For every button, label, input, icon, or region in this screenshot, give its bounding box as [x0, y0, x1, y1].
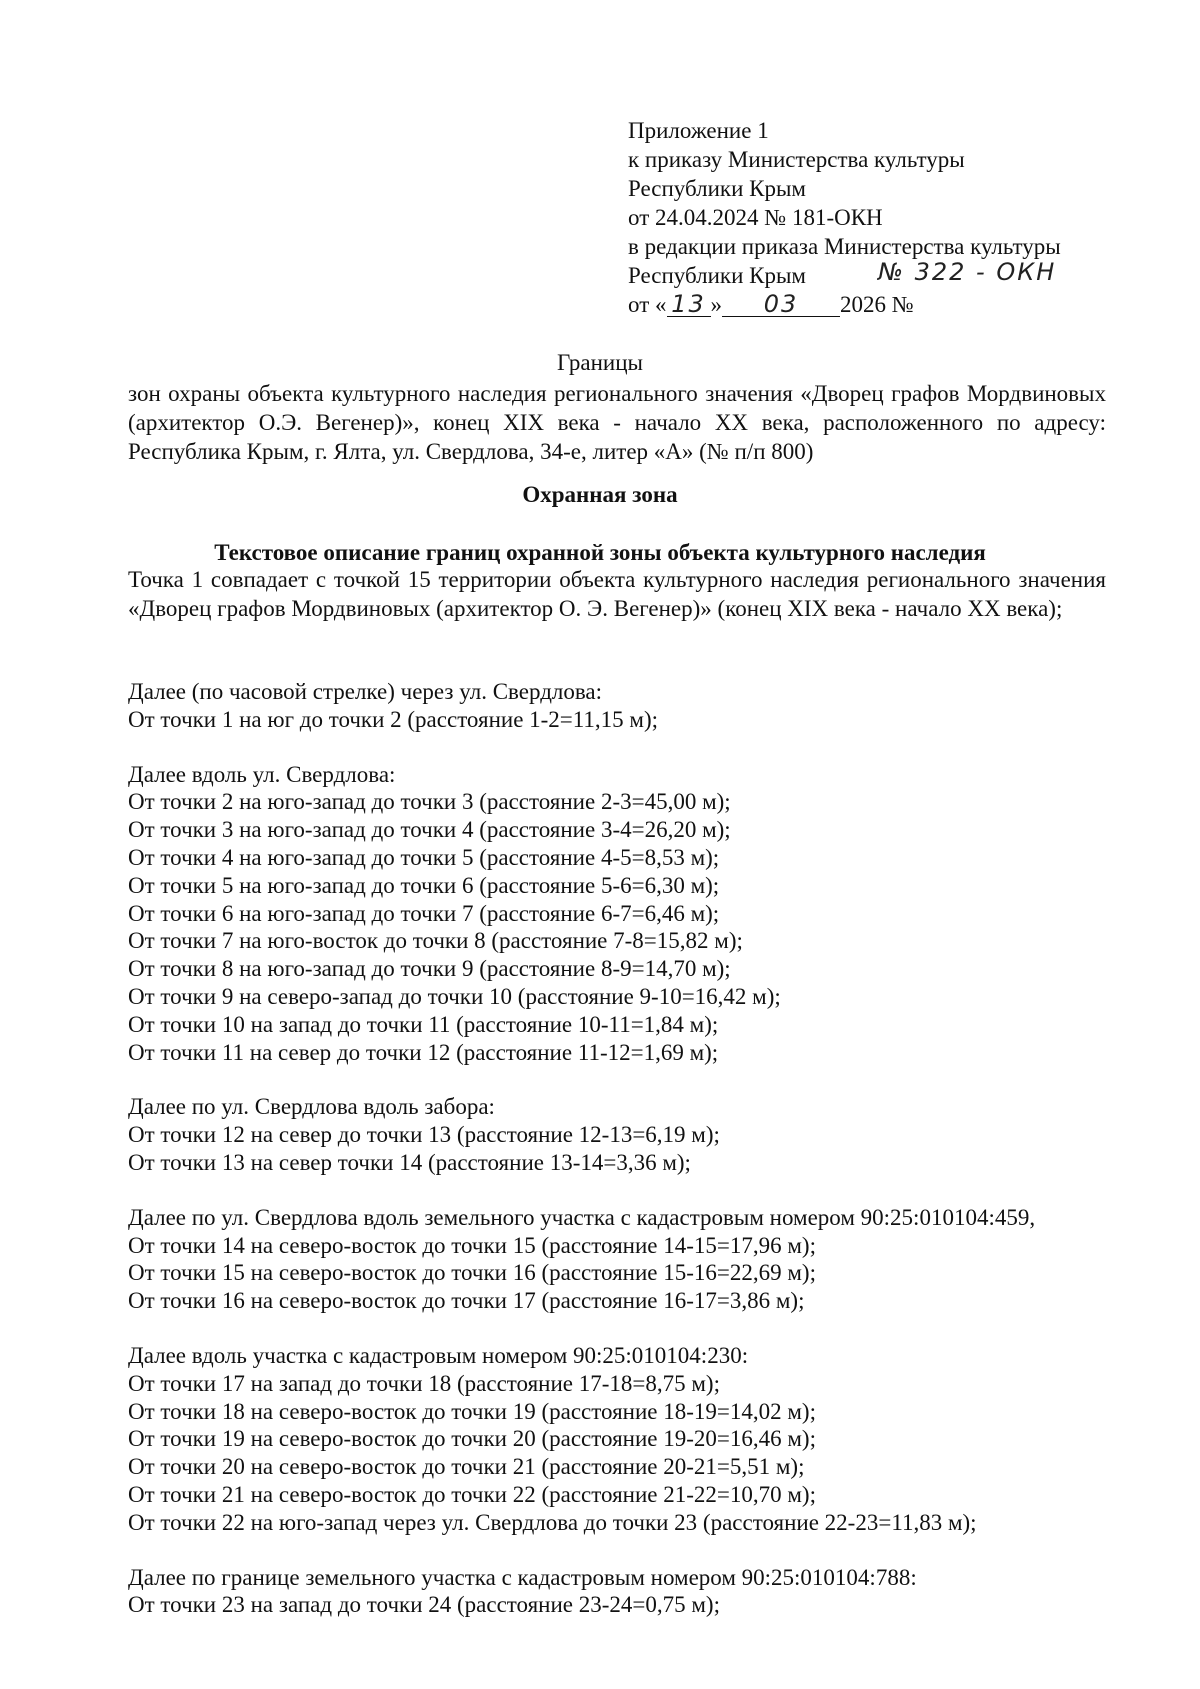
boundary-line: От точки 23 на запад до точки 24 (расстояние 23-24=0,75 м); — [128, 1592, 720, 1618]
boundary-line: От точки 5 на юго-запад до точки 6 (расстояние 5-6=6,30 м); — [128, 872, 720, 898]
boundary-section — [128, 1342, 1128, 1537]
handwritten-order-number: № 322 - ОКН — [878, 258, 1057, 286]
boundary-line: От точки 4 на юго-запад до точки 5 (расстояние 4-5=8,53 м); — [128, 844, 720, 870]
boundary-line: От точки 17 на запад до точки 18 (расстояние 17-18=8,75 м); — [128, 1370, 720, 1396]
appendix-line: к приказу Министерства культуры — [628, 147, 965, 172]
date-year: 2026 № — [840, 292, 914, 317]
boundary-line: От точки 10 на запад до точки 11 (расстояние 10-11=1,84 м); — [128, 1011, 719, 1037]
boundary-line: От точки 20 на северо-восток до точки 21 (расстояние 20-21=5,51 м); — [128, 1454, 805, 1480]
appendix-line-with-number — [628, 258, 1061, 290]
boundary-line: От точки 12 на север до точки 13 (расстояние 12-13=6,19 м); — [128, 1122, 720, 1148]
date-mid: » — [710, 292, 722, 317]
boundary-line: От точки 18 на северо-восток до точки 19 (расстояние 18-19=14,02 м); — [128, 1398, 816, 1424]
boundary-line: От точки 14 на северо-восток до точки 15 (расстояние 14-15=17,96 м); — [128, 1232, 816, 1258]
boundary-section — [128, 1564, 1128, 1620]
section-header: Далее по ул. Свердлова вдоль забора: — [128, 1094, 495, 1120]
section-header: Далее по границе земельного участка с кадастровым номером 90:25:010104:788: — [128, 1564, 917, 1590]
boundary-line: От точки 8 на юго-запад до точки 9 (расстояние 8-9=14,70 м); — [128, 956, 731, 982]
zone-title: Охранная зона — [522, 482, 678, 507]
boundary-section — [128, 1093, 1128, 1176]
boundary-section — [128, 1204, 1128, 1315]
boundary-section — [128, 761, 1128, 1067]
intro-paragraph: Точка 1 совпадает с точкой 15 территории объекта культурного наследия регионального значения «Дворец графов Мордвиновых (архитектор О. Э. Вегенер)» (конец XIX века - начало XX века); — [128, 567, 1106, 621]
description-heading: Текстовое описание границ охранной зоны объекта культурного наследия — [214, 540, 986, 565]
appendix-date-line — [628, 290, 1061, 319]
boundary-line: От точки 21 на северо-восток до точки 22 (расстояние 21-22=10,70 м); — [128, 1481, 816, 1507]
boundary-line: От точки 13 на север точки 14 (расстояние 13-14=3,36 м); — [128, 1149, 691, 1175]
boundary-sections — [128, 678, 1128, 1646]
boundary-line: От точки 9 на северо-запад до точки 10 (расстояние 9-10=16,42 м); — [128, 983, 781, 1009]
document-title: Границы — [557, 350, 643, 375]
boundary-line: От точки 6 на юго-запад до точки 7 (расстояние 6-7=6,46 м); — [128, 900, 720, 926]
appendix-line: в редакции приказа Министерства культуры — [628, 234, 1061, 259]
boundary-line: От точки 15 на северо-восток до точки 16 (расстояние 15-16=22,69 м); — [128, 1260, 816, 1286]
section-header: Далее (по часовой стрелке) через ул. Свердлова: — [128, 679, 603, 704]
boundary-line: От точки 19 на северо-восток до точки 20 (расстояние 19-20=16,46 м); — [128, 1426, 816, 1452]
appendix-line: Республики Крым — [628, 263, 806, 288]
boundary-line: От точки 2 на юго-запад до точки 3 (расстояние 2-3=45,00 м); — [128, 789, 731, 815]
section-header: Далее вдоль участка с кадастровым номером 90:25:010104:230: — [128, 1342, 749, 1368]
section-header: Далее вдоль ул. Свердлова: — [128, 761, 396, 787]
appendix-line: Приложение 1 — [628, 118, 769, 143]
boundary-line: От точки 11 на север до точки 12 (расстояние 11-12=1,69 м); — [128, 1039, 719, 1065]
boundary-line: От точки 1 на юг до точки 2 (расстояние 1-2=11,15 м); — [128, 706, 659, 732]
appendix-line: от 24.04.2024 № 181-ОКН — [628, 205, 883, 230]
document-subtitle: зон охраны объекта культурного наследия регионального значения «Дворец графов Мордвиновых (архитектор О.Э. Вегенер)», конец XIX века - начало XX века, расположенного по адресу: Республика Крым, г. Ялта, ул. Свердлова, 34-е, литер «А» (№ п/п 800) — [128, 381, 1106, 464]
boundary-line: От точки 22 на юго-запад через ул. Свердлова до точки 23 (расстояние 22-23=11,83 м); — [128, 1509, 977, 1535]
boundary-line: От точки 7 на юго-восток до точки 8 (расстояние 7-8=15,82 м); — [128, 928, 743, 954]
boundary-line: От точки 16 на северо-восток до точки 17 (расстояние 16-17=3,86 м); — [128, 1288, 805, 1314]
appendix-line: Республики Крым — [628, 176, 806, 201]
boundary-line: От точки 3 на юго-запад до точки 4 (расстояние 3-4=26,20 м); — [128, 817, 731, 843]
boundary-section — [128, 678, 1128, 734]
handwritten-day: 13 — [667, 292, 711, 317]
date-prefix: от « — [628, 292, 667, 317]
handwritten-month: 03 — [722, 292, 840, 317]
section-header: Далее по ул. Свердлова вдоль земельного участка с кадастровым номером 90:25:010104:459, — [128, 1204, 1036, 1230]
appendix-block — [628, 116, 1061, 319]
